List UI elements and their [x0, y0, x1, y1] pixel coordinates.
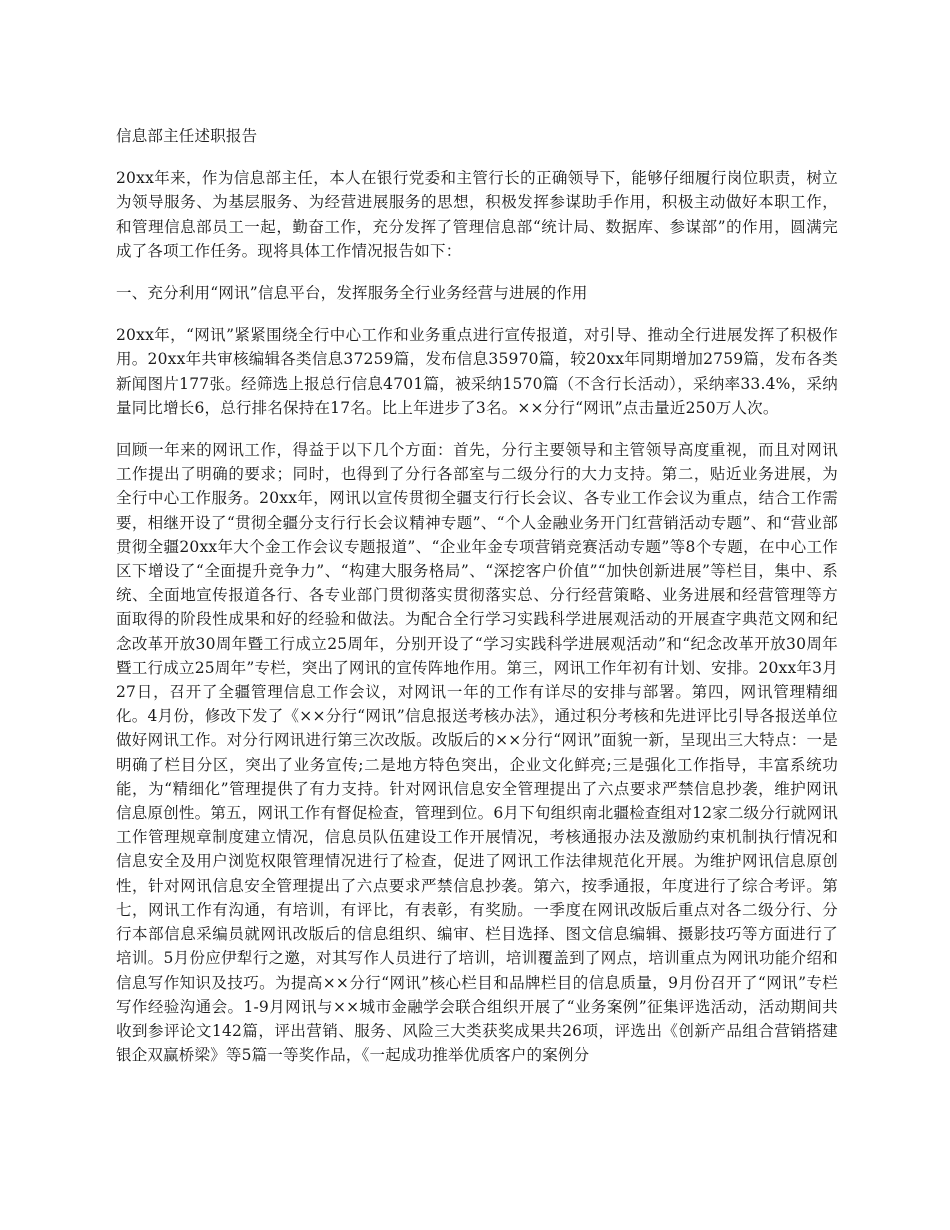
document-title: 信息部主任述职报告: [116, 127, 258, 145]
document-page: [116, 124, 838, 1085]
section-heading: 一、充分利用“网讯”信息平台，发挥服务全行业务经营与进展的作用: [116, 284, 588, 303]
intro-paragraph: 20xx年来，作为信息部主任，本人在银行党委和主管行长的正确领导下，能够仔细履行岗位职责，树立为领导服务、为基层服务、为经营进展服务的思想，积极发挥参谋助手作用，积极主动做好本职工作，和管理信息部员工一起，勤奋工作，充分发挥了管理信息部“统计局、数据库、参谋部”的作用，圆满完成了各项工作任务。现将具体工作情况报告如下：: [116, 169, 838, 260]
body-paragraph: 20xx年，“网讯”紧紧围绕全行中心工作和业务重点进行宣传报道，对引导、推动全行进展发挥了积极作用。20xx年共审核编辑各类信息37259篇，发布信息35970篇，较20xx年同期增加2759篇，发布各类新闻图片177张。经筛选上报总行信息4701篇，被采纳1570篇（不含行长活动），采纳率33.4%，采纳量同比增长6，总行排名保持在17名。比上年进步了3名。××分行“网讯”点击量近250万人次。: [116, 326, 838, 417]
body-paragraph: 回顾一年来的网讯工作，得益于以下几个方面：首先，分行主要领导和主管领导高度重视，而且对网讯工作提出了明确的要求；同时，也得到了分行各部室与二级分行的大力支持。第二，贴近业务进展，为全行中心工作服务。20xx年，网讯以宣传贯彻全疆支行行长会议、各专业工作会议为重点，结合工作需要，相继开设了“贯彻全疆分支行行长会议精神专题”、“个人金融业务开门红营销活动专题”、和“营业部贯彻全疆20xx年大个金工作会议专题报道”、“企业年金专项营销竞赛活动专题”等8个专题，在中心工作区下增设了“全面提升竞争力”、“构建大服务格局”、“深挖客户价值”“加快创新进展”等栏目，集中、系统、全面地宣传报道各行、各专业部门贯彻落实贯彻落实总、分行经营策略、业务进展和经营管理等方面取得的阶段性成果和好的经验和做法。为配合全行学习实践科学进展观活动的开展查字典范文网和纪念改革开放30周年暨工行成立25周年，分别开设了“学习实践科学进展观活动”和“纪念改革开放30周年暨工行成立25周年”专栏，突出了网讯的宣传阵地作用。第三，网讯工作年初有计划、安排。20xx年3月27日，召开了全疆管理信息工作会议，对网讯一年的工作有详尽的安排与部署。第四，网讯管理精细化。4月份，修改下发了《××分行“网讯”信息报送考核办法》，通过积分考核和先进评比引导各报送单位做好网讯工作。对分行网讯进行第三次改版。改版后的××分行“网讯”面貌一新，呈现出三大特点：一是明确了栏目分区，突出了业务宣传;二是地方特色突出，企业文化鲜亮;三是强化工作指导，丰富系统功能，为“精细化”管理提供了有力支持。针对网讯信息安全管理提出了六点要求严禁信息抄袭，维护网讯信息原创性。第五，网讯工作有督促检查，管理到位。6月下旬组织南北疆检查组对12家二级分行就网讯工作管理规章制度建立情况，信息员队伍建设工作开展情况，考核通报办法及激励约束机制执行情况和信息安全及用户浏览权限管理情况进行了检查，促进了网讯工作法律规范化开展。为维护网讯信息原创性，针对网讯信息安全管理提出了六点要求严禁信息抄袭。第六，按季通报，年度进行了综合考评。第七，网讯工作有沟通，有培训，有评比，有表彰，有奖励。一季度在网讯改版后重点对各二级分行、分行本部信息采编员就网讯改版后的信息组织、编审、栏目选择、图文信息编辑、摄影技巧等方面进行了培训。5月份应伊犁行之邀，对其写作人员进行了培训，培训覆盖到了网点，培训重点为网讯功能介绍和信息写作知识及技巧。为提高××分行“网讯”核心栏目和品牌栏目的信息质量，9月份召开了“网讯”专栏写作经验沟通会。1-9月网讯与××城市金融学会联合组织开展了“业务案例”征集评选活动，活动期间共收到参评论文142篇，评出营销、服务、风险三大类获奖成果共26项，评选出《创新产品组合营销搭建银企双赢桥梁》等5篇一等奖作品，《一起成功推举优质客户的案例分: [116, 441, 838, 1065]
